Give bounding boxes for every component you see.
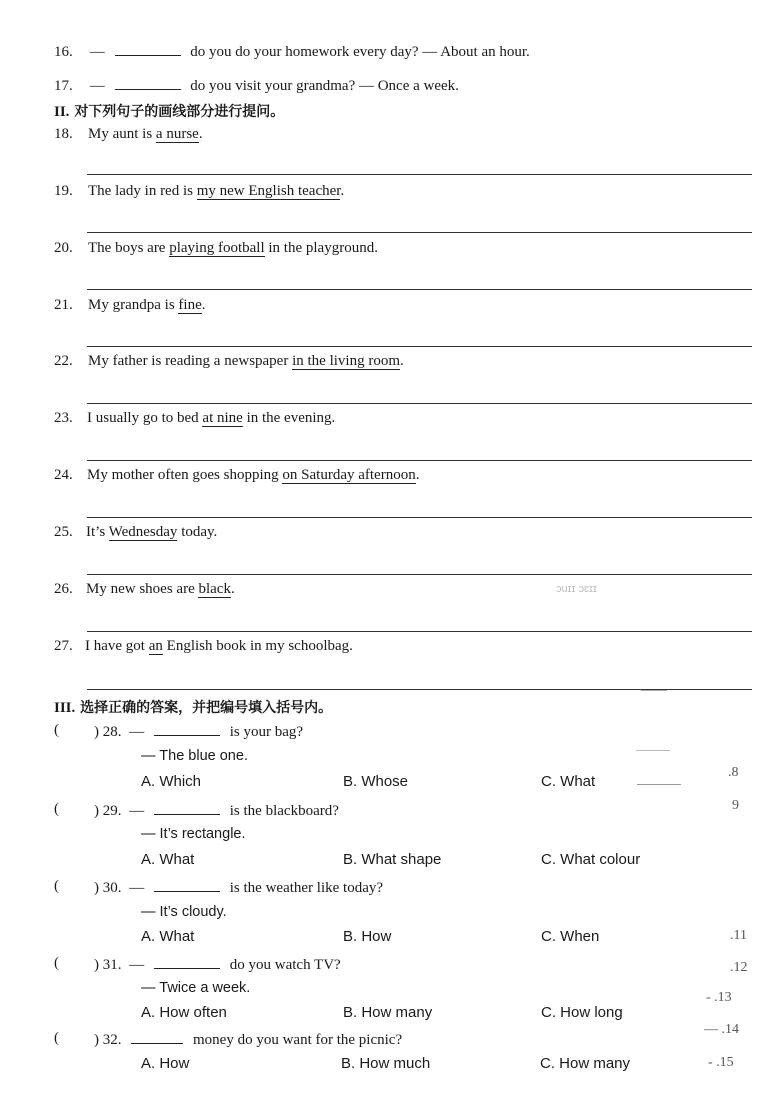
answer-line[interactable] (87, 517, 752, 518)
item-24 (54, 467, 419, 484)
option-b[interactable]: B. How many (343, 1004, 433, 1021)
item-number: 19. (54, 183, 73, 199)
item-number: 20. (54, 240, 73, 256)
sentence-after: . (415, 467, 420, 483)
answer-blank[interactable] (115, 76, 181, 90)
item-26 (54, 581, 235, 598)
underlined-part: a nurse (155, 126, 199, 142)
dialogue-answer: — It’s rectangle. (141, 826, 246, 842)
sentence-after: in the evening. (242, 410, 336, 426)
question-32 (94, 1030, 402, 1049)
underlined-part: Wednesday (108, 524, 178, 540)
answer-line[interactable] (87, 631, 752, 632)
answer-bracket[interactable]: ( (54, 1030, 59, 1046)
item-27 (54, 638, 353, 655)
bleed-mark: - .15 (708, 1055, 734, 1070)
dialogue-answer: — Twice a week. (141, 980, 251, 996)
underlined-part: my new English teacher (196, 183, 341, 199)
option-b[interactable]: B. Whose (343, 773, 409, 790)
section-3-heading (54, 697, 332, 717)
item-23 (54, 410, 335, 427)
option-c[interactable]: C. When (541, 928, 600, 945)
answer-bracket[interactable]: ( (54, 801, 59, 817)
stray-dash (641, 690, 667, 691)
dash: — (129, 724, 145, 740)
answer-blank[interactable] (154, 801, 220, 815)
section-title: 对下列句子的画线部分进行提问。 (74, 104, 285, 120)
answer-line[interactable] (87, 232, 752, 233)
question-number: ) 29. (94, 803, 122, 819)
sentence-before: My new shoes are (86, 581, 199, 597)
option-b[interactable]: B. How much (341, 1055, 431, 1072)
option-a[interactable]: A. What (141, 928, 195, 945)
option-c[interactable]: C. What colour (541, 851, 641, 868)
question-number: ) 30. (94, 880, 122, 896)
section-number: III. (54, 700, 76, 716)
question-31 (94, 955, 341, 974)
answer-line[interactable] (87, 460, 752, 461)
option-c[interactable]: C. What (541, 773, 596, 790)
answer-line[interactable] (87, 574, 752, 575)
question-text: is the blackboard? (229, 803, 339, 819)
item-20 (54, 240, 378, 257)
sentence-after: . (201, 297, 206, 313)
answer-blank[interactable] (154, 955, 220, 969)
question-text: money do you want for the picnic? (193, 1032, 403, 1048)
item-22 (54, 353, 404, 370)
item-number: 23. (54, 410, 73, 426)
dash: — (89, 78, 105, 94)
sentence-before: The boys are (88, 240, 170, 256)
option-a[interactable]: A. Which (141, 773, 202, 790)
answer-bracket[interactable]: ( (54, 955, 59, 971)
underlined-part: fine (178, 297, 202, 313)
sentence-after: English book in my schoolbag. (162, 638, 353, 654)
answer-blank[interactable] (154, 878, 220, 892)
underlined-part: on Saturday afternoon (282, 467, 416, 483)
sentence-after: in the playground. (264, 240, 378, 256)
question-number: 16. (54, 44, 73, 60)
answer-blank[interactable] (115, 42, 181, 56)
option-a[interactable]: A. What (141, 851, 195, 868)
sentence-before: My grandpa is (88, 297, 179, 313)
stray-dash (636, 750, 670, 751)
answer-bracket[interactable]: ( (54, 722, 59, 738)
question-number: ) 28. (94, 724, 122, 740)
option-c[interactable]: C. How long (541, 1004, 623, 1021)
option-b[interactable]: B. How (343, 928, 392, 945)
bleed-mark: .11 (730, 928, 747, 943)
question-text: do you do your homework every day? — About an hour. (190, 44, 530, 60)
sentence-after: . (400, 353, 404, 369)
dash: — (89, 44, 105, 60)
sentence-before: My aunt is (88, 126, 156, 142)
option-a[interactable]: A. How (141, 1055, 190, 1072)
section-2-heading (54, 101, 284, 121)
sentence-before: I usually go to bed (87, 410, 203, 426)
bleed-faint-text: ɔuɪɪ ɔɛɪɪ (556, 583, 597, 595)
sentence-after: today. (177, 524, 218, 540)
question-text: is your bag? (229, 724, 304, 740)
section-title: 选择正确的答案，并把编号填入括号内。 (80, 700, 333, 716)
question-16 (54, 42, 530, 61)
dialogue-answer: — The blue one. (141, 748, 248, 764)
dash: — (129, 803, 145, 819)
item-number: 25. (54, 524, 73, 540)
sentence-before: My father is reading a newspaper (88, 353, 293, 369)
underlined-part: an (148, 638, 163, 654)
answer-blank[interactable] (154, 722, 220, 736)
question-number: ) 31. (94, 957, 122, 973)
underlined-part: playing football (169, 240, 265, 256)
bleed-mark: - .13 (706, 990, 732, 1005)
answer-line[interactable] (87, 289, 752, 290)
question-number: 17. (54, 78, 73, 94)
bleed-mark: 9 (732, 798, 739, 813)
bleed-mark: — .14 (704, 1022, 739, 1037)
underlined-part: at nine (202, 410, 243, 426)
underlined-part: black (198, 581, 231, 597)
question-text: do you watch TV? (229, 957, 341, 973)
dash: — (129, 957, 145, 973)
dash: — (129, 880, 145, 896)
answer-blank[interactable] (131, 1030, 183, 1044)
dialogue-answer: — It’s cloudy. (141, 904, 227, 920)
item-19 (54, 183, 344, 200)
sentence-before: My mother often goes shopping (87, 467, 283, 483)
sentence-before: I have got (85, 638, 149, 654)
question-28 (94, 722, 303, 741)
item-21 (54, 297, 205, 314)
option-c[interactable]: C. How many (540, 1055, 631, 1072)
sentence-after: . (198, 126, 203, 142)
sentence-before: The lady in red is (88, 183, 197, 199)
item-number: 22. (54, 353, 73, 369)
item-18 (54, 126, 203, 143)
option-b[interactable]: B. What shape (343, 851, 442, 868)
question-number: ) 32. (94, 1032, 122, 1048)
sentence-after: . (230, 581, 235, 597)
item-number: 21. (54, 297, 73, 313)
section-number: II. (54, 104, 70, 120)
sentence-after: . (340, 183, 345, 199)
bleed-mark: .12 (730, 960, 748, 975)
answer-line[interactable] (87, 346, 752, 347)
sentence-before: It’s (86, 524, 109, 540)
answer-bracket[interactable]: ( (54, 878, 59, 894)
item-25 (54, 524, 217, 541)
question-29 (94, 801, 339, 820)
item-number: 18. (54, 126, 73, 142)
bleed-mark: .8 (728, 765, 739, 780)
question-30 (94, 878, 383, 897)
item-number: 24. (54, 467, 73, 483)
stray-dash (637, 784, 681, 785)
underlined-part: in the living room (292, 353, 401, 369)
item-number: 26. (54, 581, 73, 597)
item-number: 27. (54, 638, 73, 654)
question-text: do you visit your grandma? — Once a week. (190, 78, 459, 94)
question-17 (54, 76, 459, 95)
option-a[interactable]: A. How often (141, 1004, 227, 1021)
answer-line[interactable] (87, 403, 752, 404)
question-text: is the weather like today? (229, 880, 384, 896)
answer-line[interactable] (87, 174, 752, 175)
